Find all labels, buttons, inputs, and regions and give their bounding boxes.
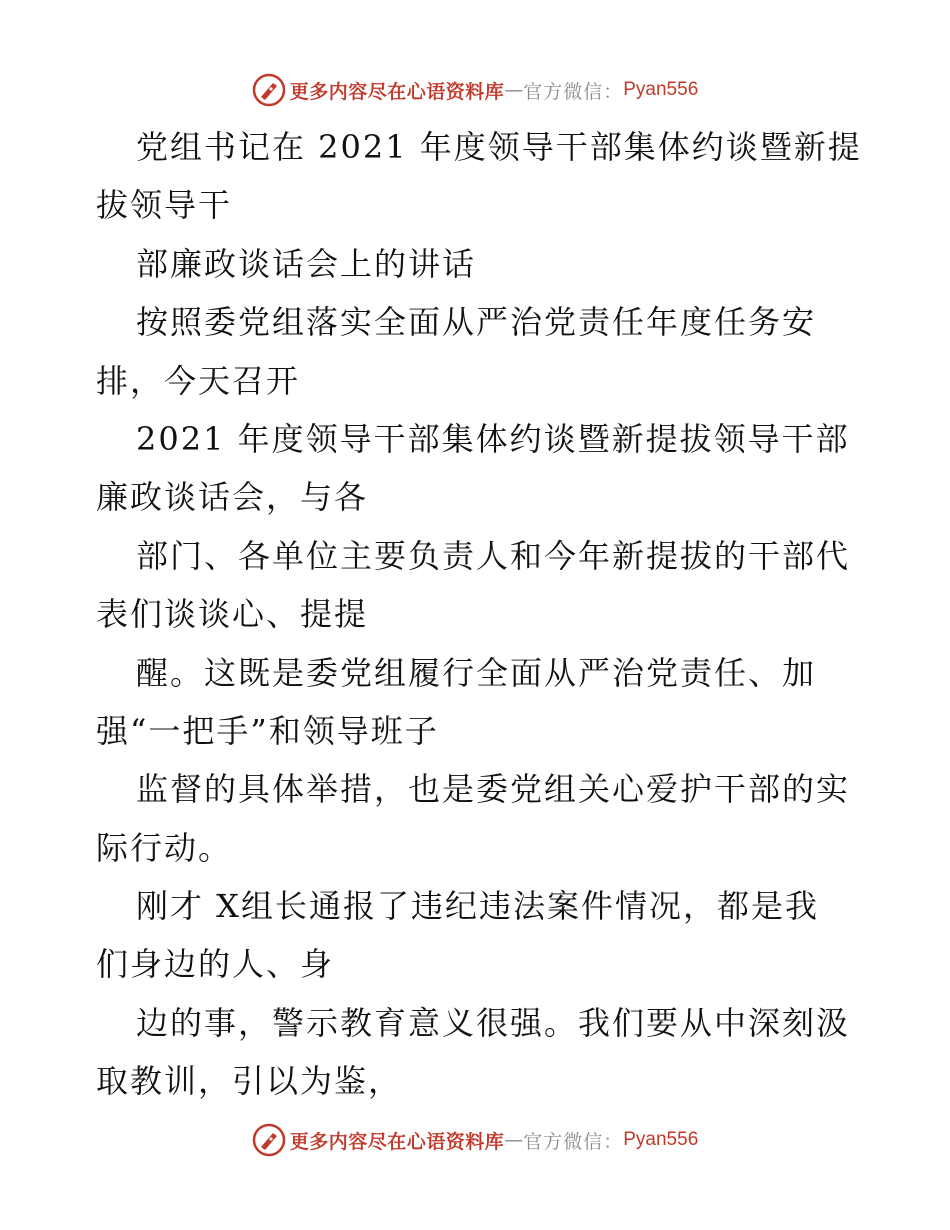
text-line: 按照委党组落实全面从严治党责任年度任务安 bbox=[136, 303, 817, 342]
banner-separator: — bbox=[504, 1129, 524, 1151]
pen-nib-circle-icon bbox=[252, 1123, 286, 1157]
footer-watermark-banner bbox=[0, 1120, 950, 1160]
text-line: 党组书记在 2021 年度领导干部集体约谈暨新提 bbox=[136, 128, 862, 166]
text-line: 表们谈谈心、提提 bbox=[96, 595, 369, 634]
text-line: 们身边的人、身 bbox=[96, 945, 335, 984]
text-line: 强“一把手”和领导班子 bbox=[96, 711, 439, 750]
banner-wechat-handle: Pyan556 bbox=[623, 79, 699, 100]
text-line: 醒。这既是委党组履行全面从严治党责任、加 bbox=[136, 653, 817, 692]
text-line: 2021 年度领导干部集体约谈暨新提拔领导干部 bbox=[136, 419, 850, 458]
banner-brand-text: 更多内容尽在心语资料库 bbox=[289, 1130, 505, 1153]
text-line: 部廉政谈话会上的讲话 bbox=[136, 244, 477, 283]
text-line: 排，今天召开 bbox=[96, 361, 301, 400]
text-line: 刚才 X组长通报了违纪违法案件情况，都是我 bbox=[136, 887, 819, 926]
text-line: 边的事，警示教育意义很强。我们要从中深刻汲 bbox=[136, 1003, 851, 1042]
text-line: 取教训，引以为鉴， bbox=[96, 1062, 403, 1101]
text-line: 部门、各单位主要负责人和今年新提拔的干部代 bbox=[136, 536, 851, 575]
banner-official-label: 官方微信： bbox=[523, 1130, 624, 1153]
banner-separator: — bbox=[504, 79, 524, 101]
banner-official-label: 官方微信： bbox=[523, 80, 624, 103]
document-body bbox=[96, 118, 866, 1111]
header-watermark-banner bbox=[0, 70, 950, 110]
pen-nib-circle-icon bbox=[252, 73, 286, 107]
banner-brand-text: 更多内容尽在心语资料库 bbox=[289, 80, 505, 103]
text-line: 廉政谈话会，与各 bbox=[96, 478, 369, 517]
text-line: 际行动。 bbox=[96, 828, 233, 867]
banner-wechat-handle: Pyan556 bbox=[623, 1129, 699, 1150]
text-line: 监督的具体举措，也是委党组关心爱护干部的实 bbox=[136, 770, 851, 809]
text-line: 拔领导干 bbox=[96, 186, 233, 225]
